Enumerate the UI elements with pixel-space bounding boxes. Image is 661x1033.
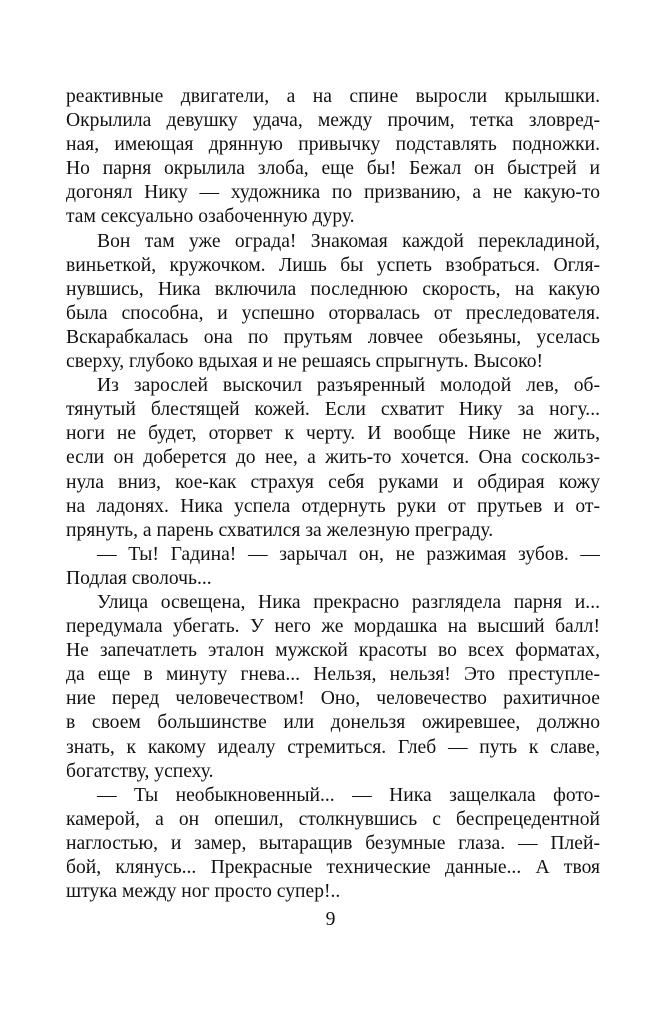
text-line: ноги не будет, оторвет к черту. И вообще Нике не жить, <box>66 423 600 445</box>
text-line: Не запечатлеть эталон мужской красоты во всех форматах, <box>66 640 600 662</box>
text-line: сверху, глубоко вдыхая и не решаясь спрыгнуть. Высоко! <box>66 351 544 373</box>
text-line: была способна, и успешно оторвалась от преследователя. <box>66 302 600 324</box>
text-line: реактивные двигатели, а на спине выросли крылышки. <box>66 86 600 107</box>
text-line: в своем большинстве или донельзя ожиревшее, должно <box>66 712 600 734</box>
text-line: — Ты необыкновенный... — Ника защелкала фото- <box>97 784 600 806</box>
text-line: Вон там уже ограда! Знакомая каждой перекладиной, <box>97 230 600 252</box>
text-line: Из зарослей выскочил разъяренный молодой лев, об- <box>97 375 600 397</box>
page-number: 9 <box>325 909 336 930</box>
text-line: богатству, успеху. <box>66 760 214 782</box>
text-line: передумала убегать. У него же мордашка на высший балл! <box>66 616 600 638</box>
text-line: ние перед человечеством! Оно, человечество рахитичное <box>66 688 600 710</box>
text-line: Но парня окрылила злоба, еще бы! Бежал он быстрей и <box>66 158 600 180</box>
text-line: штука между ног просто супер!.. <box>66 881 341 903</box>
text-line: наглостью, и замер, вытаращив безумные глаза. — Плей- <box>66 832 600 854</box>
text-line: Подлая сволочь... <box>66 567 212 589</box>
text-line: — Ты! Гадина! — зарычал он, не разжимая зубов. — <box>97 543 600 565</box>
text-line: камерой, а он опешил, столкнувшись с беспрецедентной <box>66 808 600 830</box>
text-line: догонял Нику — художника по призванию, а не какую-то <box>66 182 600 204</box>
text-line: прянуть, а парень схватился за железную преграду. <box>66 519 494 541</box>
text-line: да еще в минуту гнева... Нельзя, нельзя! Это преступле- <box>66 664 600 686</box>
text-line: ная, имеющая дрянную привычку подставлять подножки. <box>66 134 600 156</box>
text-line: там сексуально озабоченную дуру. <box>66 206 355 228</box>
text-line: тянутый блестящей кожей. Если схватит Нику за ногу... <box>66 399 600 421</box>
text-line: знать, к какому идеалу стремиться. Глеб — путь к славе, <box>66 736 600 758</box>
body-text <box>66 85 600 904</box>
text-line: виньеткой, кружочком. Лишь бы успеть взобраться. Огля- <box>66 254 600 276</box>
text-line: на ладонях. Ника успела отдернуть руки от прутьев и от- <box>66 495 600 517</box>
text-line: Окрылила девушку удача, между прочим, тетка зловред- <box>66 110 600 132</box>
text-line: нула вниз, кое-как страхуя себя руками и обдирая кожу <box>66 471 600 493</box>
text-line: Улица освещена, Ника прекрасно разглядела парня и... <box>97 591 600 613</box>
text-line: бой, клянусь... Прекрасные технические данные... А твоя <box>66 857 600 878</box>
text-line: если он доберется до нее, а жить-то хочется. Она соскольз- <box>66 447 600 469</box>
text-line: Вскарабкалась она по прутьям ловчее обезьяны, уселась <box>66 326 600 348</box>
text-line: нувшись, Ника включила последнюю скорость, на какую <box>66 278 600 300</box>
